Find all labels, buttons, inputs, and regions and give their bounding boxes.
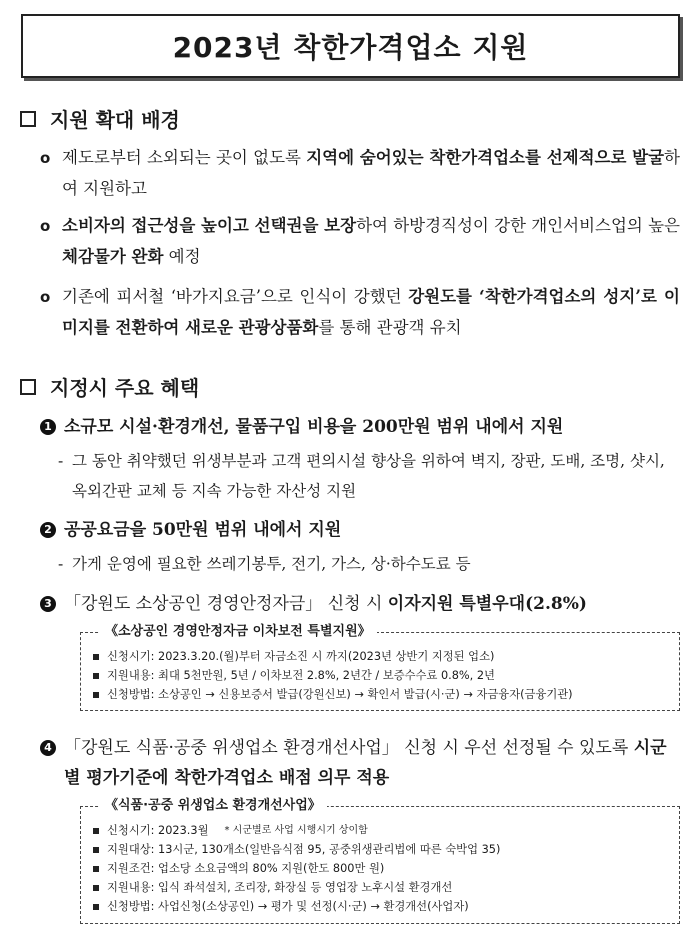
list-item: 지원내용: 입식 좌석설치, 조리장, 화장실 등 영업장 노후시설 환경개선: [93, 878, 671, 897]
number-circle-icon: 1: [40, 419, 56, 435]
detail-text: 그 동안 취약했던 위생부분과 고객 편의시설 향상을 위하여 벽지, 장판, 도배, 조명, 샷시, 옥외간판 교체 등 지속 가능한 자산성 지원: [72, 452, 665, 500]
benefit-item-4: [40, 733, 680, 793]
detail-text: 가게 운영에 필요한 쓰레기봉투, 전기, 가스, 상·하수도료 등: [72, 555, 471, 573]
number-circle-icon: 4: [40, 740, 56, 756]
circle-bullet-icon: o: [40, 288, 51, 306]
list-item: 신청방법: 소상공인 → 신용보증서 발급(강원신보) → 확인서 발급(시·군) → 자금융자(금융기관): [93, 685, 671, 704]
square-bullet-icon: [93, 828, 99, 834]
square-bullet-icon: [93, 847, 99, 853]
list-item: 지원내용: 최대 5천만원, 5년 / 이차보전 2.8%, 2년간 / 보증수수료 0.8%, 2년: [93, 666, 671, 685]
circle-bullet-icon: o: [40, 217, 51, 235]
info-box-loan: [80, 624, 680, 711]
bullet-item: [40, 281, 680, 343]
bullet-text: 기존에 피서철 ‘바가지요금’으로 인식이 강했던 강원도를 ‘착한가격업소의 성지’로 이미지를 전환하여 새로운 관광상품화를 통해 관광객 유치: [62, 287, 680, 337]
benefit-item-1: [40, 412, 680, 442]
list-item: 지원조건: 업소당 소요금액의 80% 지원(한도 800만 원): [93, 859, 671, 878]
section-heading-label: 지원 확대 배경: [50, 108, 180, 132]
list-item: 지원대상: 13시군, 130개소(일반음식점 95, 공중위생관리법에 따른 숙박업 35): [93, 840, 671, 859]
benefit-text: 소규모 시설·환경개선, 물품구입 비용을 200만원 범위 내에서 지원: [64, 417, 564, 437]
circle-bullet-icon: o: [40, 149, 51, 167]
info-box-title: 《소상공인 경영안정자금 이차보전 특별지원》: [99, 622, 377, 642]
section-heading-background: [20, 104, 180, 133]
square-bullet-icon: [93, 866, 99, 872]
bullet-item: [40, 142, 680, 204]
number-circle-icon: 3: [40, 596, 56, 612]
square-icon: [20, 379, 36, 395]
square-bullet-icon: [93, 692, 99, 698]
square-bullet-icon: [93, 654, 99, 660]
benefit-detail: - 그 동안 취약했던 위생부분과 고객 편의시설 향상을 위하여 벽지, 장판, 도배, 조명, 샷시, 옥외간판 교체 등 지속 가능한 자산성 지원: [58, 446, 680, 506]
square-bullet-icon: [93, 673, 99, 679]
page-title: 2023년 착한가격업소 지원: [21, 14, 680, 78]
list-item: 신청방법: 사업신청(소상공인) → 평가 및 선정(시·군) → 환경개선(사업자): [93, 897, 671, 916]
benefit-text: 「강원도 소상공인 경영안정자금」 신청 시 이자지원 특별우대(2.8%): [64, 594, 587, 614]
benefit-detail: - 가게 운영에 필요한 쓰레기봉투, 전기, 가스, 상·하수도료 등: [58, 549, 680, 579]
number-circle-icon: 2: [40, 522, 56, 538]
bullet-text: 소비자의 접근성을 높이고 선택권을 보장하여 하방경직성이 강한 개인서비스업의 높은 체감물가 완화 예정: [62, 216, 680, 266]
square-bullet-icon: [93, 885, 99, 891]
list-item: 신청시기: 2023.3월 * 시군별로 사업 시행시기 상이함: [93, 821, 671, 840]
list-item: 신청시기: 2023.3.20.(월)부터 자금소진 시 까지(2023년 상반기 지정된 업소): [93, 647, 671, 666]
benefit-text: 「강원도 식품·공중 위생업소 환경개선사업」 신청 시 우선 선정될 수 있도록 시군별 평가기준에 착한가격업소 배점 의무 적용: [64, 738, 667, 788]
section-heading-label: 지정시 주요 혜택: [50, 376, 200, 400]
bullet-item: [40, 210, 680, 272]
benefit-text: 공공요금을 50만원 범위 내에서 지원: [64, 520, 342, 540]
square-icon: [20, 111, 36, 127]
square-bullet-icon: [93, 904, 99, 910]
info-box-hygiene: [80, 798, 680, 924]
section-heading-benefits: [20, 372, 199, 401]
benefit-item-3: [40, 589, 680, 619]
info-box-title: 《식품·공중 위생업소 환경개선사업》: [99, 796, 327, 816]
bullet-text: 제도로부터 소외되는 곳이 없도록 지역에 숨어있는 착한가격업소를 선제적으로 발굴하여 지원하고: [62, 148, 680, 198]
benefit-item-2: [40, 515, 680, 545]
